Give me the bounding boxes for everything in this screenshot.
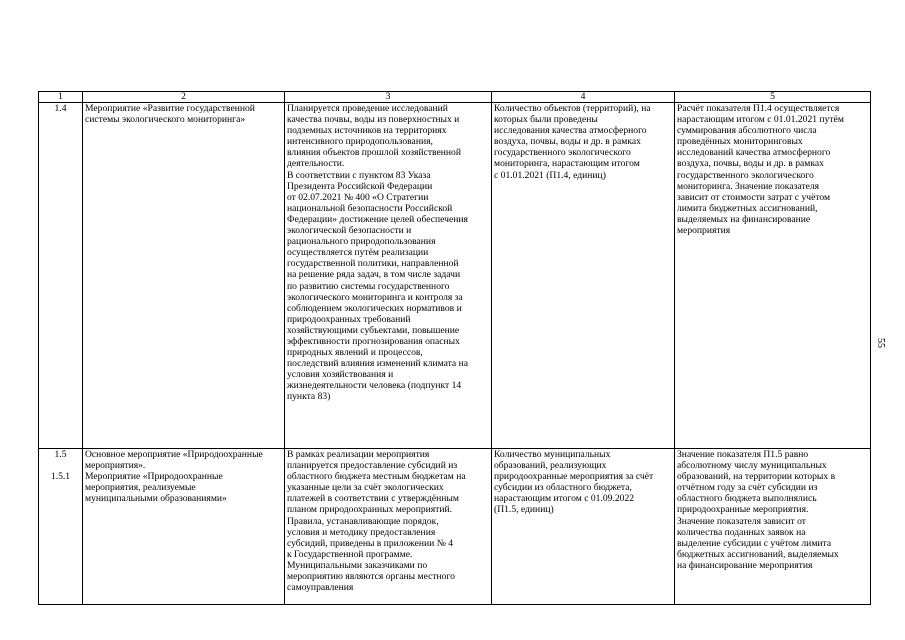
text-line: пункта 83) [287, 391, 331, 403]
text-line: В рамках реализации мероприятия [287, 449, 430, 460]
text-line: муниципальными образованиями» [85, 493, 227, 505]
measure-name-cell [83, 103, 285, 449]
text-line: исследования качества атмосферного [494, 125, 647, 137]
text-line: жизнедеятельности человека (подпункт 14 [287, 380, 462, 392]
text-line: экологического мониторинга и контроля за [287, 291, 463, 303]
calculation-cell [675, 103, 871, 449]
text-line: которых были проведены [494, 114, 598, 126]
text-line: природоохранные мероприятия за счёт [494, 471, 654, 483]
text-line: самоуправления [287, 582, 354, 594]
text-line: Муниципальными заказчиками по [287, 559, 428, 571]
indicator-cell [492, 103, 675, 449]
row-number [39, 449, 83, 605]
text-line: Мероприятие «Природоохранные [85, 471, 223, 483]
text-line: с 01.01.2021 (П1.4, единиц) [494, 169, 606, 181]
text-line: качества почвы, воды из поверхностных и [287, 114, 460, 126]
text-line: лимита бюджетных ассигнований, [677, 202, 818, 214]
text-line: мероприятия». [85, 460, 146, 472]
text-line: (П1.5, единиц) [494, 504, 554, 516]
text-line: национальной безопасности Российской [287, 202, 453, 214]
text-line: планом природоохранных мероприятий. [287, 504, 453, 516]
text-line: Планируется проведение исследований [287, 103, 448, 114]
header-row [39, 92, 871, 103]
text-line: по развитию системы государственного [287, 280, 450, 292]
row-subnumber-text: 1.5.1 [50, 471, 71, 483]
text-line: мониторинга, нарастающим итогом [494, 158, 640, 170]
text-line: образований, на территории которых в [677, 471, 836, 483]
text-line: проведённых мониторинговых [677, 136, 803, 148]
text-line: государственного экологического [494, 147, 631, 159]
text-line: суммирования абсолютного числа [677, 125, 817, 137]
header-col-4: 4 [492, 92, 675, 103]
text-line: исследований качества атмосферного [677, 147, 831, 159]
text-line: на финансирование мероприятия [677, 559, 813, 571]
row-number-text: 1.5 [54, 449, 67, 460]
text-line: Значение показателя П1.5 равно [677, 449, 809, 460]
text-line: выделение субсидии с учётом лимита [677, 537, 832, 549]
text-line: нарастающим итогом с 01.01.2021 путём [677, 114, 844, 126]
text-line: В соответствии с пунктом 83 Указа [287, 169, 431, 181]
text-line: от 02.07.2021 № 400 «О Стратегии [287, 191, 429, 203]
text-line: Президента Российской Федерации [287, 180, 433, 192]
measure-description-cell [285, 103, 492, 449]
text-line: эффективности прогнозирования опасных [287, 335, 460, 347]
text-line: планируется предоставление субсидий из [287, 460, 458, 472]
text-line: абсолютному числу муниципальных [677, 460, 827, 472]
text-line: областного бюджета выполнялись [677, 493, 817, 505]
text-line: экологической безопасности и [287, 225, 412, 237]
text-line: мониторинга. Значение показателя [677, 180, 820, 192]
header-col-1: 1 [39, 92, 83, 103]
text-line: рационального природопользования [287, 236, 436, 248]
text-line: субсидий, приведены в приложении № 4 [287, 537, 454, 549]
indicator-cell [492, 449, 675, 605]
text-line: зависит от стоимости затрат с учётом [677, 191, 831, 203]
text-line: бюджетных ассигнований, выделяемых [677, 548, 839, 560]
measures-table [38, 91, 871, 605]
text-line: подземных источников на территориях [287, 125, 447, 137]
text-line: условия хозяйствования и [287, 369, 394, 381]
text-line: Количество муниципальных [494, 449, 611, 460]
text-line: нарастающим итогом с 01.09.2022 [494, 493, 635, 505]
text-line: влияния объектов прошлой хозяйственной [287, 147, 461, 159]
row-number [39, 103, 83, 449]
text-line: Основное мероприятие «Природоохранные [85, 449, 263, 460]
text-line: хозяйствующими субъектами, повышение [287, 324, 460, 336]
text-line: образований, реализующих [494, 460, 607, 472]
text-line: государственной политики, направленной [287, 258, 459, 270]
text-line: Количество объектов (территорий), на [494, 103, 651, 114]
header-col-2: 2 [83, 92, 285, 103]
text-line: интенсивного природопользования, [287, 136, 433, 148]
text-line: последствий влияния изменений климата на [287, 358, 468, 370]
text-line: Значение показателя зависит от [677, 515, 806, 527]
text-line: соблюдением экологических нормативов и [287, 302, 462, 314]
text-line: субсидии из областного бюджета, [494, 482, 632, 494]
measure-description-cell [285, 449, 492, 605]
text-line: мероприятия, реализуемые [85, 482, 196, 494]
text-line: условия и методику предоставления [287, 526, 436, 538]
text-line: воздуха, почвы, воды и др. в рамках [494, 136, 641, 148]
text-line: отчётном году за счёт субсидии из [677, 482, 818, 494]
header-col-5: 5 [675, 92, 871, 103]
text-line: природоохранные мероприятия. [677, 504, 809, 516]
text-line: природоохранных требований [287, 313, 411, 325]
text-line: к Государственной программе. [287, 548, 413, 560]
table-row [39, 103, 871, 449]
text-line: на решение ряда задач, в том числе задачи [287, 269, 461, 281]
text-line: Федерации» достижение целей обеспечения [287, 213, 468, 225]
table-row [39, 449, 871, 605]
text-line: областного бюджета местным бюджетам на [287, 471, 466, 483]
text-line: количества поданных заявок на [677, 526, 806, 538]
text-line: мероприятию являются органы местного [287, 571, 455, 583]
calculation-cell [675, 449, 871, 605]
text-line: природных явлений и процессов, [287, 347, 423, 359]
text-line: деятельности. [287, 158, 345, 170]
text-line: системы экологического мониторинга» [85, 114, 246, 126]
text-line: мероприятия [677, 225, 731, 237]
text-line: указанные цели за счёт экологических [287, 482, 444, 494]
text-line: платежей в соответствии с утверждённым [287, 493, 459, 505]
measure-name-cell [83, 449, 285, 605]
text-line: Правила, устанавливающие порядок, [287, 515, 439, 527]
text-line: Расчёт показателя П1.4 осуществляется [677, 103, 840, 114]
header-col-3: 3 [285, 92, 492, 103]
text-line: государственного экологического [677, 169, 814, 181]
text-line: осуществляется путём реализации [287, 247, 429, 259]
text-line: воздуха, почвы, воды и др. в рамках [677, 158, 824, 170]
row-number-text: 1.4 [54, 103, 67, 114]
text-line: выделяемых на финансирование [677, 213, 811, 225]
text-line: Мероприятие «Развитие государственной [85, 103, 255, 114]
page-number: 55 [875, 338, 886, 348]
